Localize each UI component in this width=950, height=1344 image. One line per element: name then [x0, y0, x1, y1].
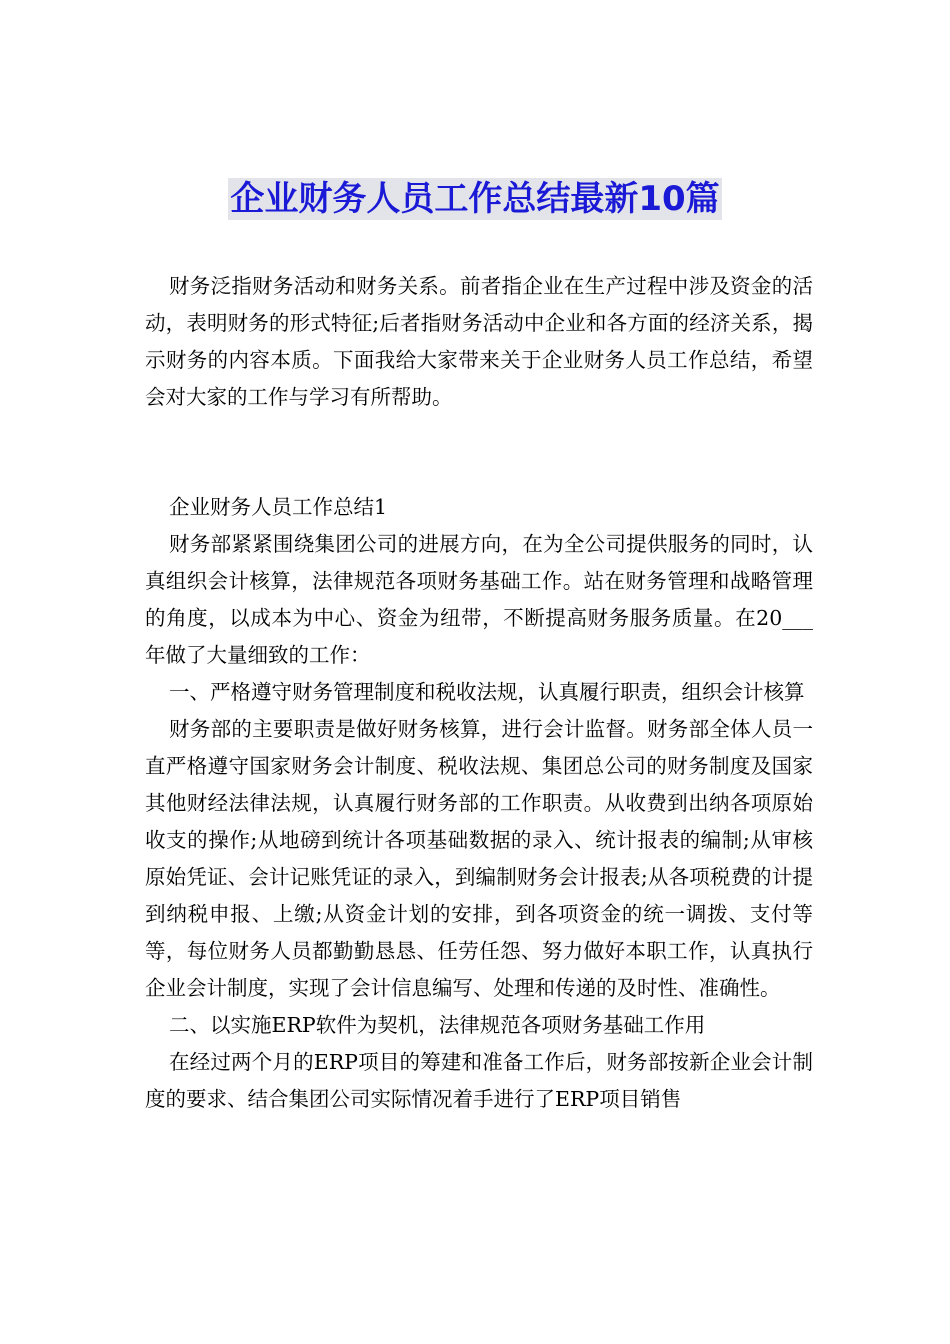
- section-1-heading: 企业财务人员工作总结1: [169, 495, 388, 519]
- section-1-paragraph-1: 财务部紧紧围绕集团公司的进展方向，在为全公司提供服务的同时，认真组织会计核算，法律规范各项财务基础工作。站在财务管理和战略管理的角度，以成本为中心、资金为纽带，不断提高财务服务质量。在20___年做了大量细致的工作：: [145, 532, 813, 667]
- document-title: 企业财务人员工作总结最新10篇: [230, 179, 720, 219]
- section-1: [145, 489, 813, 1118]
- intro-section: [145, 268, 813, 416]
- title-container: [0, 178, 950, 220]
- section-1-paragraph-2: 财务部的主要职责是做好财务核算，进行会计监督。财务部全体人员一直严格遵守国家财务会计制度、税收法规、集团总公司的财务制度及国家其他财经法律法规，认真履行财务部的工作职责。从收费到出纳各项原始收支的操作;从地磅到统计各项基础数据的录入、统计报表的编制;从审核原始凭证、会计记账凭证的录入，到编制财务会计报表;从各项税费的计提到纳税申报、上缴;从资金计划的安排，到各项资金的统一调拨、支付等等，每位财务人员都勤勤恳恳、任劳任怨、努力做好本职工作，认真执行企业会计制度，实现了会计信息编写、处理和传递的及时性、准确性。: [145, 717, 813, 1000]
- intro-paragraph: 财务泛指财务活动和财务关系。前者指企业在生产过程中涉及资金的活动，表明财务的形式特征;后者指财务活动中企业和各方面的经济关系，揭示财务的内容本质。下面我给大家带来关于企业财务人员工作总结，希望会对大家的工作与学习有所帮助。: [145, 274, 813, 409]
- section-1-paragraph-3: 在经过两个月的ERP项目的筹建和准备工作后，财务部按新企业会计制度的要求、结合集团公司实际情况着手进行了ERP项目销售: [145, 1050, 813, 1111]
- section-1-subheading-1: 一、严格遵守财务管理制度和税收法规，认真履行职责，组织会计核算: [169, 680, 805, 704]
- section-1-subheading-2: 二、以实施ERP软件为契机，法律规范各项财务基础工作用: [169, 1013, 706, 1037]
